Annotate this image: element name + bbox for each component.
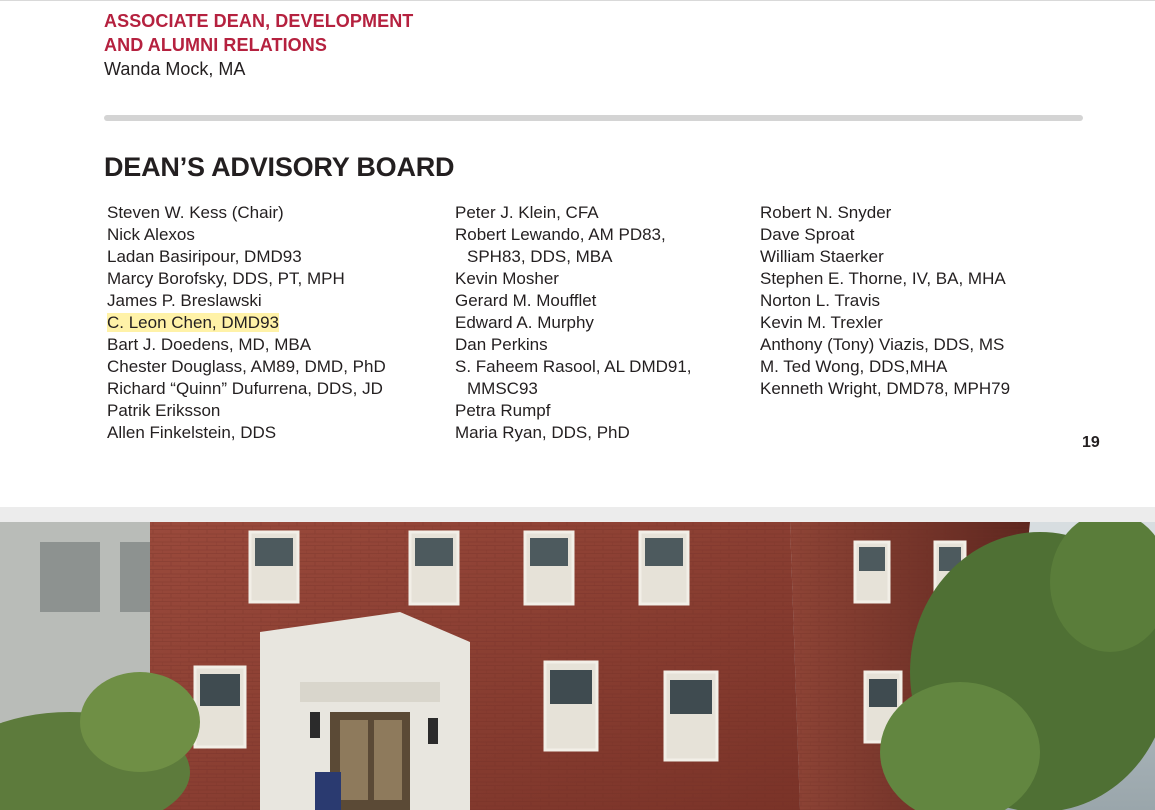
- board-member: Marcy Borofsky, DDS, PT, MPH: [107, 269, 345, 288]
- page-number: 19: [1082, 434, 1100, 451]
- board-member: [455, 224, 692, 268]
- board-member: Anthony (Tony) Viazis, DDS, MS: [760, 335, 1005, 354]
- building-photo: [0, 522, 1155, 810]
- board-member: Gerard M. Moufflet: [455, 291, 597, 310]
- board-member: Kenneth Wright, DMD78, MPH79: [760, 379, 1011, 398]
- board-member: Steven W. Kess (Chair): [107, 203, 284, 222]
- board-members-column-1: [107, 202, 386, 444]
- board-member: Edward A. Murphy: [455, 313, 594, 332]
- board-member: Dave Sproat: [760, 225, 855, 244]
- board-member: [455, 356, 692, 400]
- board-member: Norton L. Travis: [760, 291, 880, 310]
- board-member: Kevin M. Trexler: [760, 313, 883, 332]
- board-member: William Staerker: [760, 247, 884, 266]
- board-member: Petra Rumpf: [455, 401, 551, 420]
- board-member: James P. Breslawski: [107, 291, 262, 310]
- board-member: Allen Finkelstein, DDS: [107, 423, 277, 442]
- top-rule: [0, 0, 1155, 1]
- board-member: Dan Perkins: [455, 335, 548, 354]
- board-members-column-3: [760, 202, 1010, 400]
- board-member: Bart J. Doedens, MD, MBA: [107, 335, 312, 354]
- board-member-highlighted: [107, 312, 386, 334]
- board-member: Richard “Quinn” Dufurrena, DDS, JD: [107, 379, 383, 398]
- board-member: Ladan Basiripour, DMD93: [107, 247, 302, 266]
- board-members-column-2: [455, 202, 692, 444]
- board-member: Kevin Mosher: [455, 269, 559, 288]
- board-member: Peter J. Klein, CFA: [455, 203, 599, 222]
- board-member: Chester Douglass, AM89, DMD, PhD: [107, 357, 386, 376]
- board-member-line: Robert Lewando, AM PD83,: [455, 225, 666, 244]
- board-member: Stephen E. Thorne, IV, BA, MHA: [760, 269, 1006, 288]
- associate-dean-title-line1: ASSOCIATE DEAN, DEVELOPMENT: [104, 11, 414, 31]
- section-divider: [104, 115, 1083, 121]
- associate-dean-title-line2: AND ALUMNI RELATIONS: [104, 35, 327, 55]
- board-member-continuation: SPH83, DDS, MBA: [467, 247, 613, 266]
- board-member: M. Ted Wong, DDS,MHA: [760, 357, 948, 376]
- board-member: Nick Alexos: [107, 225, 195, 244]
- board-member-line: S. Faheem Rasool, AL DMD91,: [455, 357, 692, 376]
- highlighted-text[interactable]: C. Leon Chen, DMD93: [107, 313, 279, 332]
- board-member: Patrik Eriksson: [107, 401, 221, 420]
- associate-dean-title: [104, 9, 413, 57]
- advisory-board-heading: DEAN’S ADVISORY BOARD: [104, 152, 455, 182]
- associate-dean-name: Wanda Mock, MA: [104, 59, 246, 79]
- board-member: Maria Ryan, DDS, PhD: [455, 423, 630, 442]
- board-member: Robert N. Snyder: [760, 203, 892, 222]
- board-member-continuation: MMSC93: [467, 379, 538, 398]
